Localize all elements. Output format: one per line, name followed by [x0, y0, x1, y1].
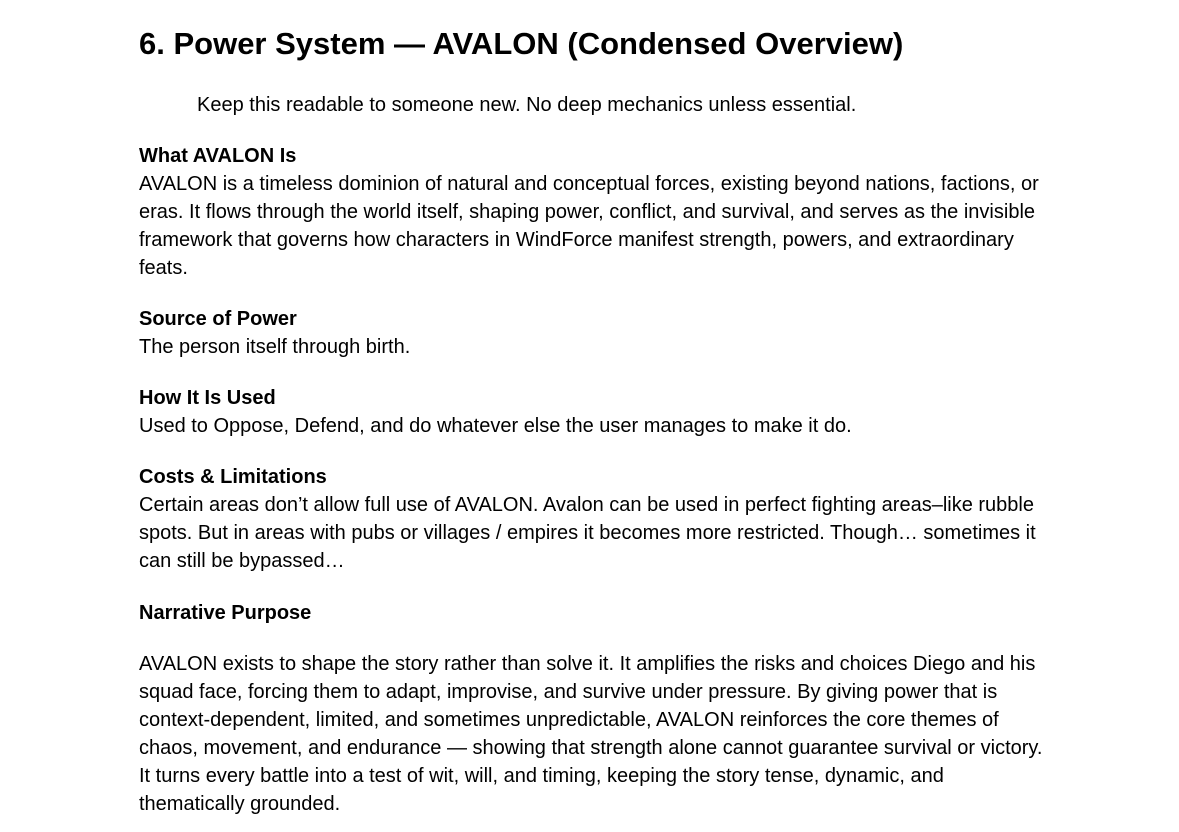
intro-note: Keep this readable to someone new. No deep mechanics unless essential. [197, 94, 857, 116]
section-body: The person itself through birth. [139, 336, 411, 358]
section-body: AVALON is a timeless dominion of natural and conceptual forces, existing beyond nations, factions, or eras. It flows through the world itself, shaping power, conflict, and survival, and serves as the invisible framework that governs how characters in WindForce manifest strength, powers, and extraordinary feats. [139, 173, 1039, 279]
section-heading: Source of Power [139, 308, 297, 330]
section-body: Certain areas don’t allow full use of AVALON. Avalon can be used in perfect fighting areas–like rubble spots. But in areas with pubs or villages / empires it becomes more restricted. Though… sometimes it can still be bypassed… [139, 494, 1036, 572]
section-source-of-power [139, 305, 1044, 361]
section-heading: What AVALON Is [139, 145, 297, 167]
section-heading: Narrative Purpose [139, 602, 312, 624]
section-body: AVALON exists to shape the story rather than solve it. It amplifies the risks and choices Diego and his squad face, forcing them to adapt, improvise, and survive under pressure. By giving power that is context-dependent, limited, and sometimes unpredictable, AVALON reinforces the core themes of chaos, movement, and endurance — showing that strength alone cannot guarantee survival or victory. It turns every battle into a test of wit, will, and timing, keeping the story tense, dynamic, and thematically grounded. [139, 653, 1043, 815]
section-heading: How It Is Used [139, 387, 276, 409]
section-heading: Costs & Limitations [139, 466, 327, 488]
section-body: Used to Oppose, Defend, and do whatever else the user manages to make it do. [139, 415, 852, 437]
page-title: 6. Power System — AVALON (Condensed Overview) [139, 26, 904, 61]
section-costs-limitations [139, 463, 1044, 575]
section-narrative-purpose [139, 599, 1044, 818]
section-how-it-is-used [139, 384, 1044, 440]
section-what-avalon-is [139, 142, 1044, 282]
